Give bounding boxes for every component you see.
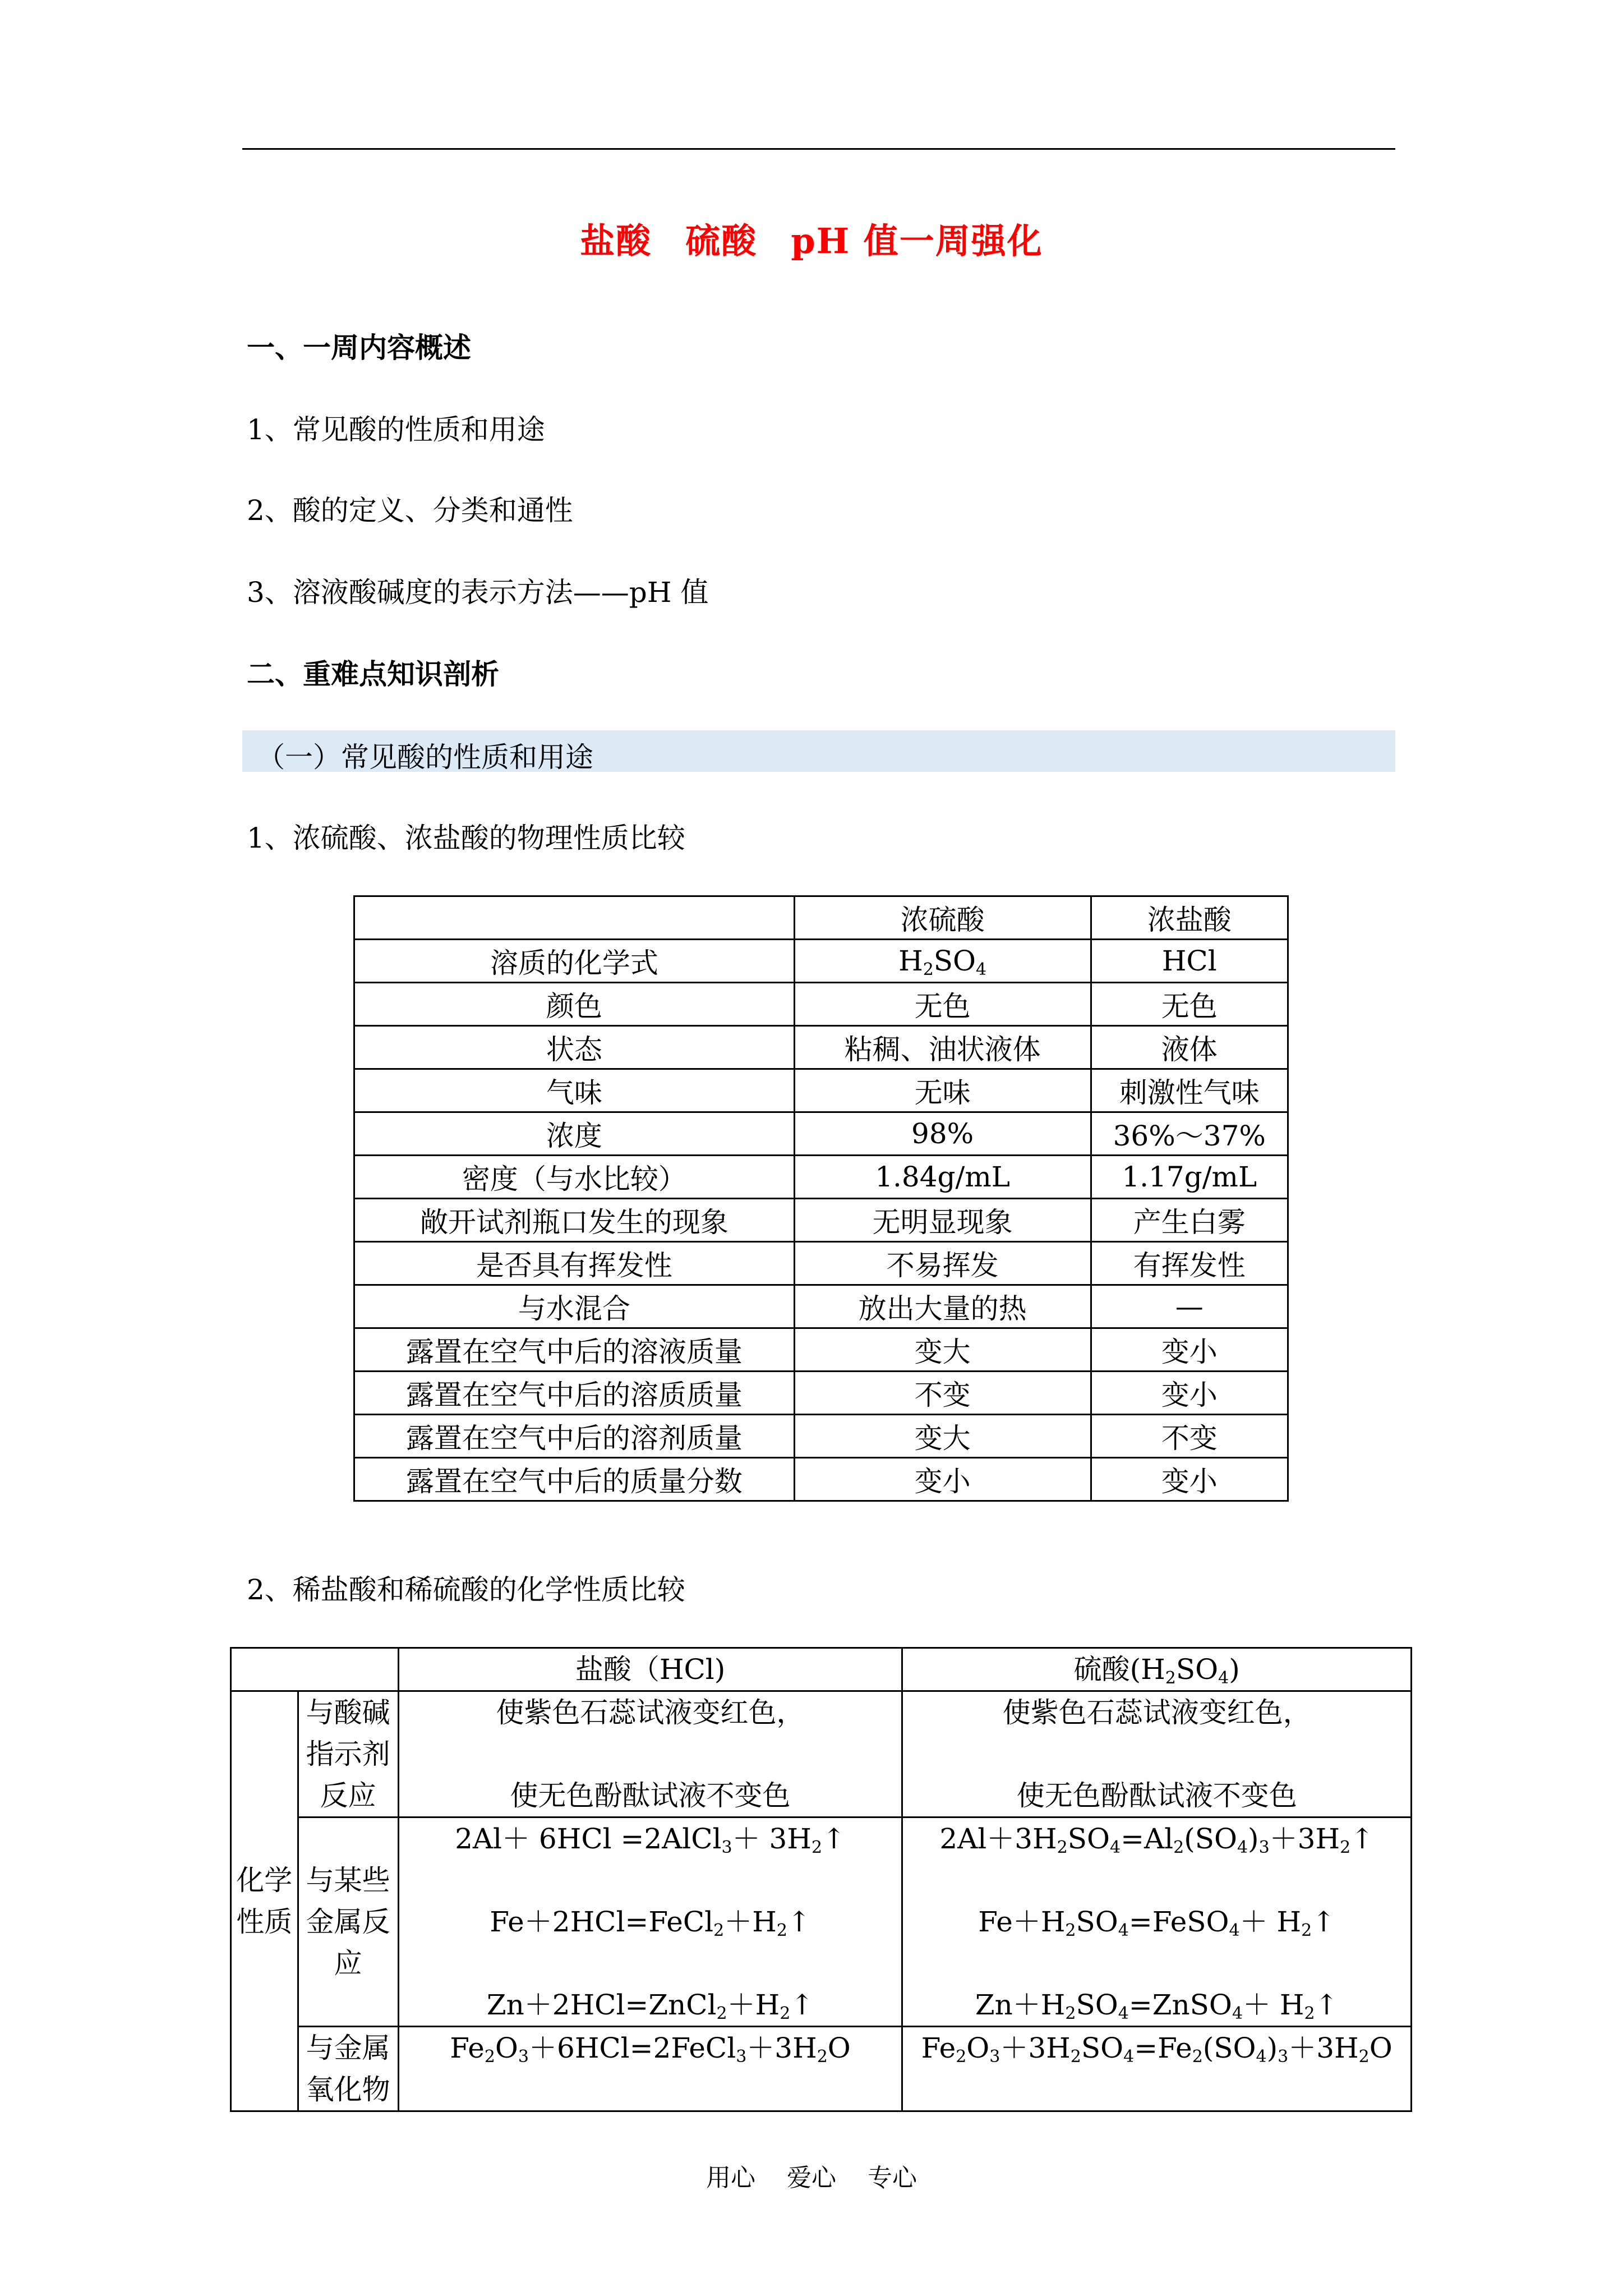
t1-row <box>354 1069 1288 1112</box>
t1-cell: 1.84g/mL <box>794 1156 1091 1199</box>
equation-hcl-fe: $Fe+2HCl=FeCl_2+H_2↑$ <box>490 1906 811 1940</box>
footer-word-1: 用心 <box>706 2164 755 2192</box>
t1-cell: 颜色 <box>354 983 795 1026</box>
overview-item-1: 1、常见酸的性质和用途 <box>247 413 545 446</box>
t1-cell: 气味 <box>354 1069 795 1112</box>
t1-cell: — <box>1091 1285 1288 1328</box>
t1-cell: 36%～37% <box>1091 1112 1288 1156</box>
t1-cell: 露置在空气中后的溶液质量 <box>354 1328 795 1372</box>
title-part-2: 硫酸 <box>685 220 758 261</box>
title-part-3: pH 值一周强化 <box>791 220 1043 261</box>
t1-cell: 98% <box>794 1112 1091 1156</box>
t1-cell: 浓度 <box>354 1112 795 1156</box>
t1-cell: 露置在空气中后的质量分数 <box>354 1458 795 1501</box>
t1-cell: 密度（与水比较） <box>354 1156 795 1199</box>
t1-cell: 露置在空气中后的溶质质量 <box>354 1372 795 1415</box>
t1-cell: 是否具有挥发性 <box>354 1242 795 1285</box>
t1-cell: 无明显现象 <box>794 1199 1091 1242</box>
t1-cell: 变小 <box>1091 1458 1288 1501</box>
t1-row <box>354 983 1288 1026</box>
physical-properties-table <box>353 895 1289 1502</box>
t2-metal-label-text: 与某些金属反应 <box>306 1864 390 1980</box>
t1-cell: 不变 <box>1091 1415 1288 1458</box>
t1-cell: 粘稠、油状液体 <box>794 1026 1091 1069</box>
t1-cell: 露置在空气中后的溶剂质量 <box>354 1415 795 1458</box>
t1-cell <box>354 896 795 940</box>
t1-cell: 溶质的化学式 <box>354 940 795 983</box>
t1-cell: 无味 <box>794 1069 1091 1112</box>
t1-cell: 变小 <box>1091 1328 1288 1372</box>
t1-cell: 有挥发性 <box>1091 1242 1288 1285</box>
t2-header-h2so4: 硫酸$(H_2SO_4)$ <box>902 1648 1412 1691</box>
equation-hcl-fe2o3: $Fe_2O_3+6HCl=2FeCl_3+3H_2O$ <box>450 2032 851 2067</box>
t2-oxide-h2so4 <box>902 2027 1412 2111</box>
t1-row <box>354 1156 1288 1199</box>
t2-header-hcl: 盐酸（HCl) <box>398 1648 902 1691</box>
equation-h2so4-zn: $Zn+H_2SO_4=ZnSO_4+$ $H_2↑$ <box>975 1989 1339 2023</box>
table2-caption: 2、稀盐酸和稀硫酸的化学性质比较 <box>247 1573 685 1606</box>
t1-row <box>354 1415 1288 1458</box>
t1-cell: 产生白雾 <box>1091 1199 1288 1242</box>
equation-hcl-al: 2Al＋ 6HCl =2AlCl$_3$＋ $3H_2↑$ <box>455 1823 846 1857</box>
t1-row <box>354 1285 1288 1328</box>
t1-row <box>354 1458 1288 1501</box>
t1-cell: 浓盐酸 <box>1091 896 1288 940</box>
t1-cell: 刺激性气味 <box>1091 1069 1288 1112</box>
t1-row <box>354 1242 1288 1285</box>
t2-metal-h2so4 <box>902 1818 1412 2027</box>
title-part-1: 盐酸 <box>580 220 652 261</box>
t1-header-row <box>354 896 1288 940</box>
t1-row <box>354 1328 1288 1372</box>
t1-row <box>354 1026 1288 1069</box>
equation-h2so4-fe: $Fe+H_2SO_4=FeSO_4+$ $H_2↑$ <box>978 1906 1336 1940</box>
t2-metal-label <box>298 1818 398 2027</box>
t1-row <box>354 940 1288 983</box>
t2-indicator-h2so4-line-2: 使无色酚酞试液不变色 <box>1016 1779 1297 1812</box>
equation-h2so4-al: $2Al+3H_2SO_4=Al_2(SO_4)_3+3H_2↑$ <box>939 1823 1375 1857</box>
t1-cell: 浓硫酸 <box>794 896 1091 940</box>
t2-indicator-hcl-line-2: 使无色酚酞试液不变色 <box>510 1779 791 1812</box>
t1-cell: 无色 <box>794 983 1091 1026</box>
table1-caption: 1、浓硫酸、浓盐酸的物理性质比较 <box>247 822 685 854</box>
t1-cell: 1.17g/mL <box>1091 1156 1288 1199</box>
t2-oxide-hcl <box>398 2027 902 2111</box>
t2-corner-cell <box>231 1648 399 1691</box>
t1-cell: 变大 <box>794 1328 1091 1372</box>
t2-oxide-label: 与金属氧化物 <box>298 2027 398 2111</box>
t1-cell: 与水混合 <box>354 1285 795 1328</box>
t1-cell: 液体 <box>1091 1026 1288 1069</box>
footer-word-3: 专心 <box>868 2164 917 2192</box>
header-rule <box>242 148 1395 150</box>
t1-cell: 变大 <box>794 1415 1091 1458</box>
page-footer <box>0 2157 1623 2193</box>
t1-cell: 状态 <box>354 1026 795 1069</box>
t1-cell: 无色 <box>1091 983 1288 1026</box>
overview-item-3: 3、溶液酸碱度的表示方法——pH 值 <box>247 576 709 609</box>
overview-item-2: 2、酸的定义、分类和通性 <box>247 494 573 527</box>
t1-cell: 不易挥发 <box>794 1242 1091 1285</box>
t1-cell: 不变 <box>794 1372 1091 1415</box>
t1-cell: HCl <box>1091 940 1288 983</box>
t2-indicator-h2so4-line-1: 使紫色石蕊试液变红色， <box>1002 1696 1311 1729</box>
subsection-title: （一）常见酸的性质和用途 <box>257 741 593 774</box>
t1-cell: 变小 <box>1091 1372 1288 1415</box>
t2-metal-hcl <box>398 1818 902 2027</box>
equation-h2so4-fe2o3: $Fe_2O_3+3H_2SO_4=Fe_2(SO_4)_3+3H_2O$ <box>921 2032 1393 2067</box>
t2-indicator-h2so4 <box>902 1691 1412 1818</box>
document-title <box>0 213 1623 263</box>
t1-row <box>354 1112 1288 1156</box>
t1-cell: 放出大量的热 <box>794 1285 1091 1328</box>
equation-hcl-zn: $Zn+2HCl=ZnCl_2+H_2↑$ <box>486 1989 814 2023</box>
t1-row <box>354 1199 1288 1242</box>
footer-word-2: 爱心 <box>787 2164 836 2192</box>
t1-cell: $H_2SO_4$ <box>794 940 1091 983</box>
t1-row <box>354 1372 1288 1415</box>
t1-cell: 变小 <box>794 1458 1091 1501</box>
section-heading-2: 二、重难点知识剖析 <box>247 657 499 691</box>
section-heading-1: 一、一周内容概述 <box>247 331 471 364</box>
t2-indicator-hcl-line-1: 使紫色石蕊试液变红色， <box>496 1696 805 1729</box>
chemical-properties-table <box>230 1647 1412 2112</box>
t2-group-label: 化学性质 <box>231 1691 298 2111</box>
t1-cell: 敞开试剂瓶口发生的现象 <box>354 1199 795 1242</box>
t2-indicator-label: 与酸碱指示剂反应 <box>298 1691 398 1818</box>
t2-indicator-hcl <box>398 1691 902 1818</box>
